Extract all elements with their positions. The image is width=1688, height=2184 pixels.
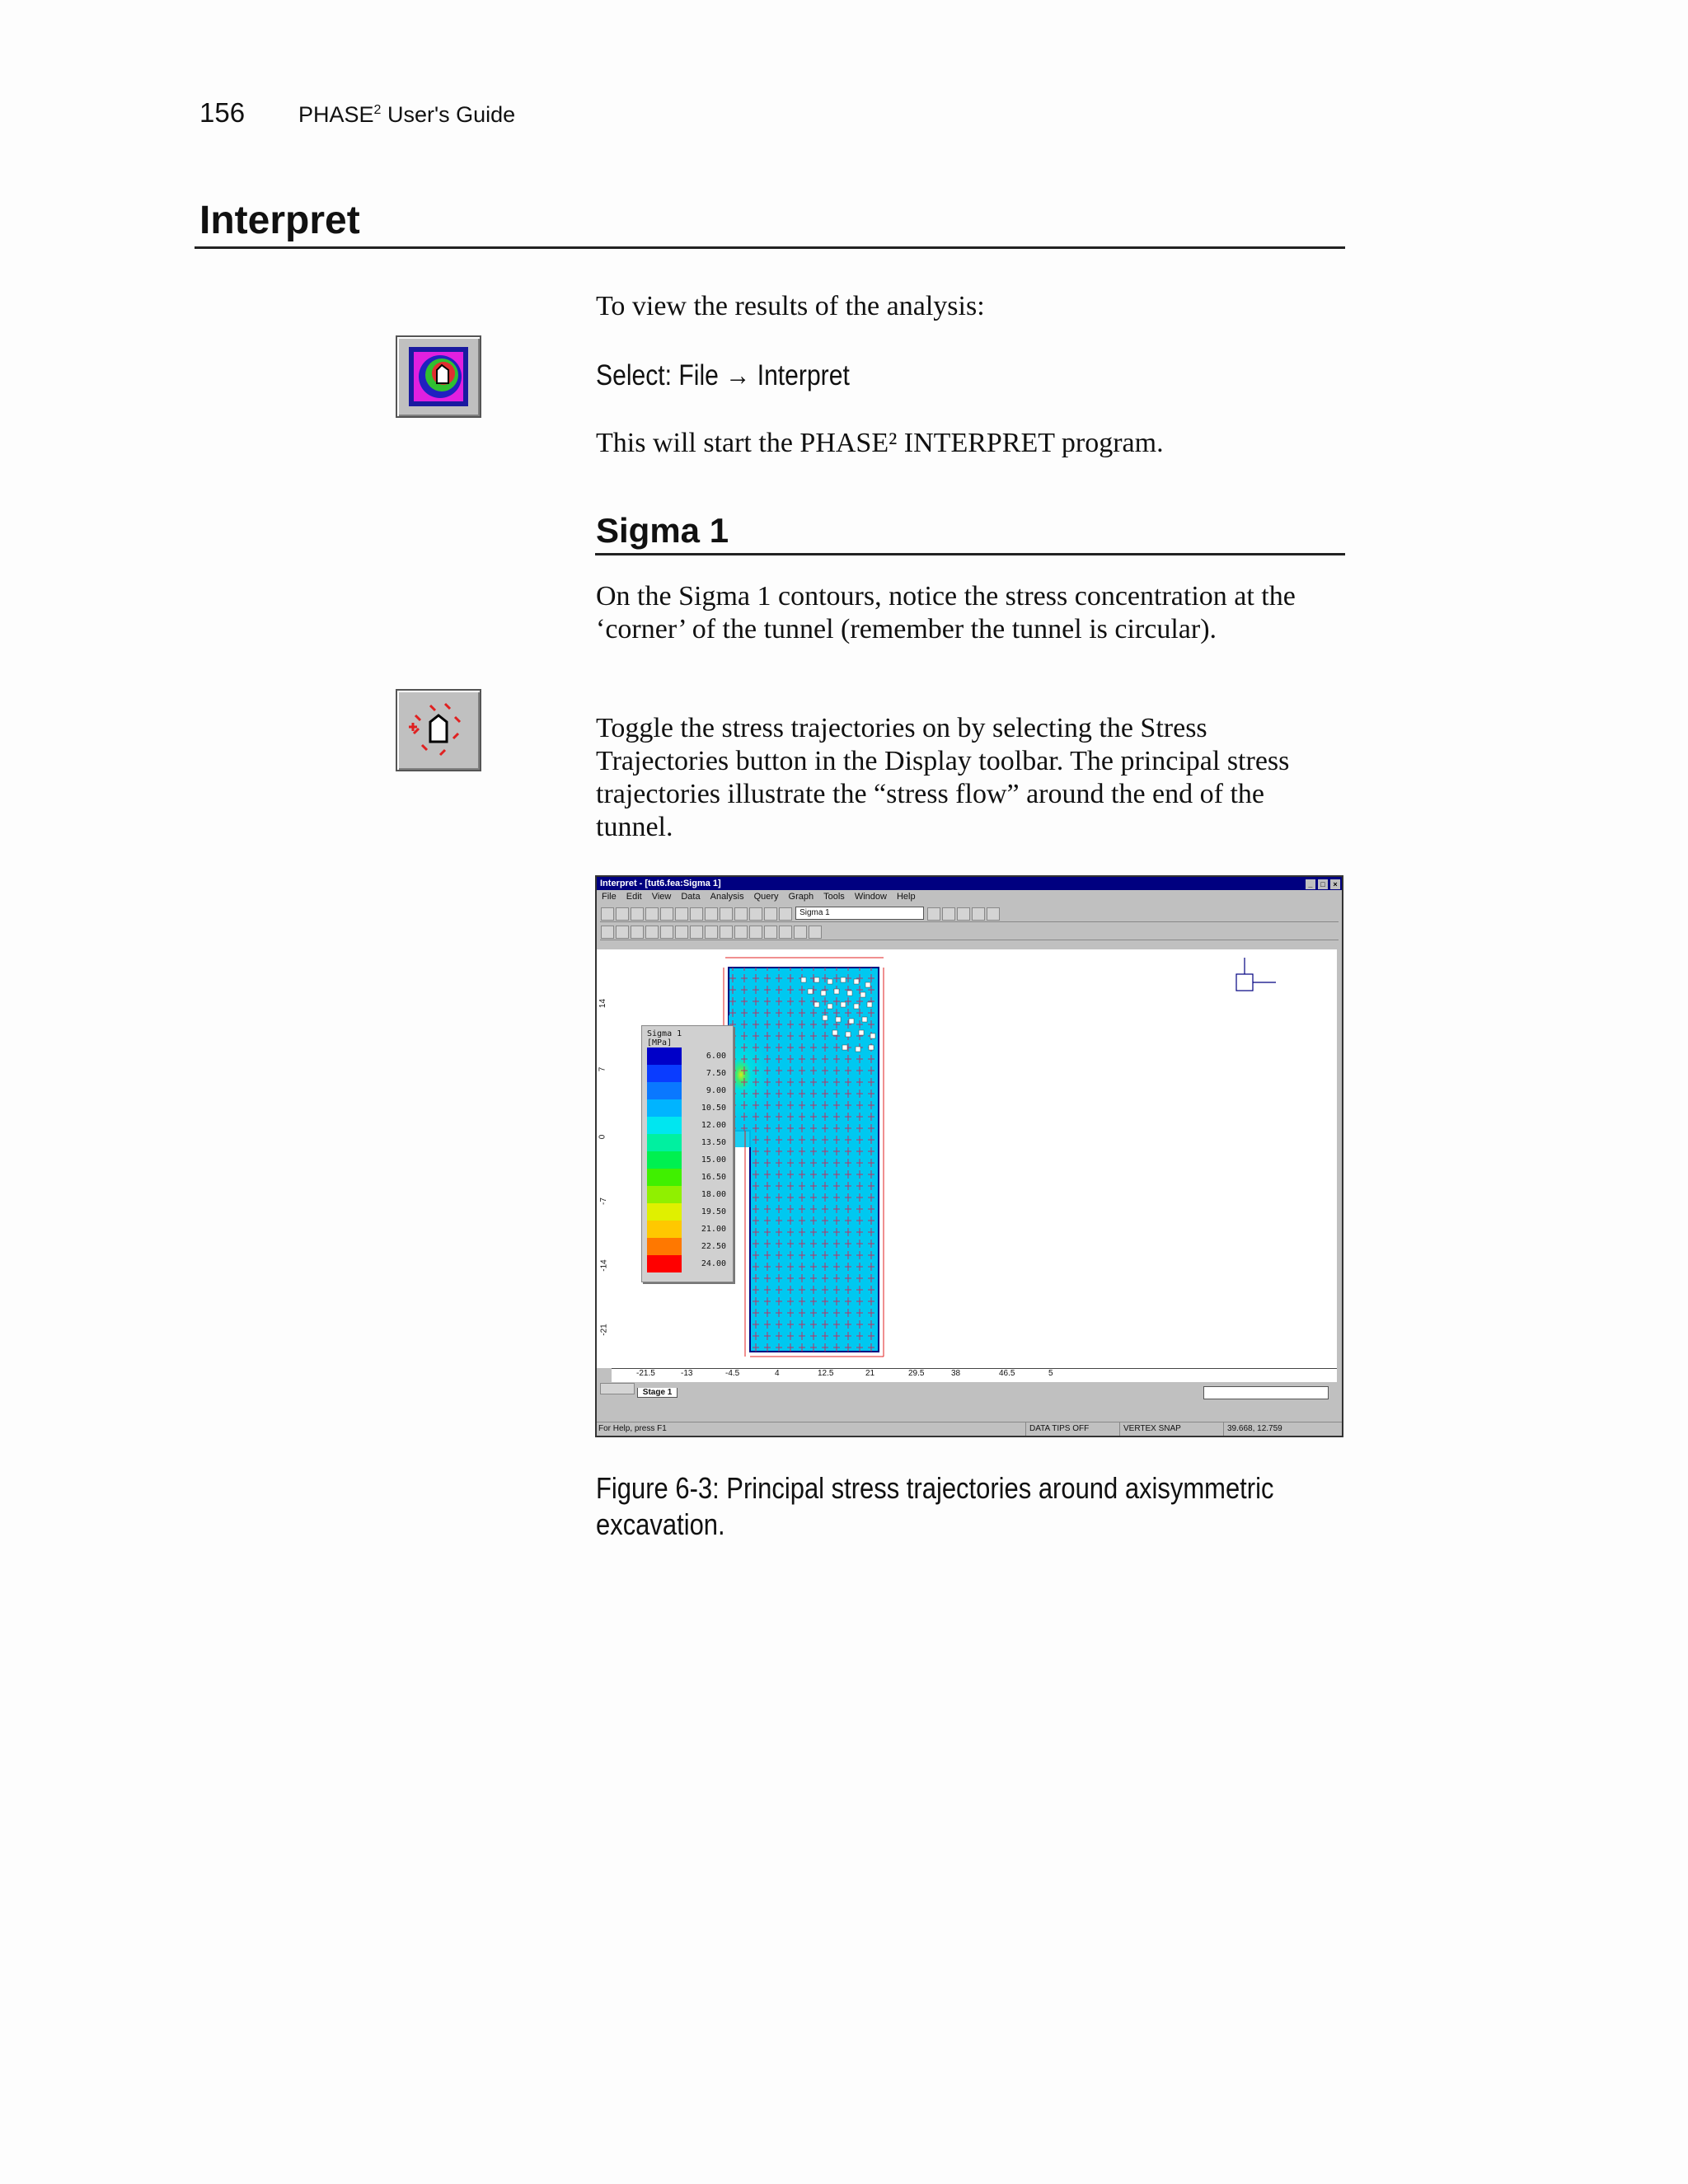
legend-swatch	[647, 1117, 682, 1134]
material-icon[interactable]	[809, 926, 822, 939]
x-tick: 12.5	[818, 1369, 834, 1378]
app-menubar	[597, 890, 1342, 903]
x-tick: 29.5	[908, 1369, 925, 1378]
left-ruler	[597, 949, 612, 1368]
legend-value: 24.00	[701, 1259, 726, 1268]
legend-value: 19.50	[701, 1207, 726, 1216]
minimize-icon[interactable]: _	[1306, 879, 1315, 889]
app-title: Interpret - [tut6.fea:Sigma 1]	[600, 879, 721, 888]
legend-value: 16.50	[701, 1173, 726, 1182]
menu-view[interactable]: View	[651, 892, 672, 902]
legend-value: 12.00	[701, 1121, 726, 1130]
legend-swatch	[647, 1169, 682, 1186]
menu-graph[interactable]: Graph	[788, 892, 814, 902]
legend-row	[642, 1099, 733, 1117]
legend-value: 21.00	[701, 1225, 726, 1234]
y-tick: -14	[599, 1259, 609, 1272]
legend-swatch	[647, 1065, 682, 1082]
legend-title: Sigma 1	[647, 1029, 682, 1038]
maximize-icon[interactable]: □	[1318, 879, 1328, 889]
menu-tools[interactable]: Tools	[823, 892, 845, 902]
progress-field	[1203, 1386, 1329, 1399]
copy-icon[interactable]	[616, 907, 629, 921]
x-tick: -21.5	[636, 1369, 655, 1378]
legend-row	[642, 1082, 733, 1099]
legend-icon[interactable]	[942, 907, 955, 921]
status-bar	[597, 1422, 1342, 1436]
legend-row	[642, 1238, 733, 1255]
grid-icon[interactable]	[660, 926, 673, 939]
loads-icon[interactable]	[675, 926, 688, 939]
menu-data[interactable]: Data	[681, 892, 701, 902]
zoom-in-icon[interactable]	[705, 907, 718, 921]
legend-value: 7.50	[706, 1069, 726, 1078]
legend-row	[642, 1203, 733, 1221]
select-instruction: Select: File → Interpret	[596, 359, 850, 391]
intro-text: To view the results of the analysis:	[596, 291, 985, 321]
legend-swatch	[647, 1134, 682, 1151]
mesh-icon[interactable]	[601, 926, 614, 939]
arrow-icon[interactable]	[631, 926, 644, 939]
y-tick: 14	[598, 998, 608, 1009]
x-tick: 5	[1048, 1369, 1053, 1378]
x-tick: 21	[865, 1369, 875, 1378]
record-icon[interactable]	[690, 907, 703, 921]
start-text: This will start the PHASE² INTERPRET program.	[596, 428, 1164, 458]
field-stress-icon	[1236, 958, 1276, 991]
legend-swatch	[647, 1238, 682, 1255]
preview-icon[interactable]	[675, 907, 688, 921]
display-toolbar	[600, 923, 1339, 940]
x-tick: -13	[681, 1369, 693, 1378]
sigma-paragraph: On the Sigma 1 contours, notice the stress concentration at the ‘corner’ of the tunnel (remember the tunnel is circular).	[596, 581, 1296, 644]
boundary-icon[interactable]	[749, 926, 762, 939]
tab-scroll-arrows[interactable]	[600, 1383, 635, 1394]
legend-row	[642, 1186, 733, 1203]
book-title: PHASE	[298, 102, 374, 127]
legend-value: 13.50	[701, 1138, 726, 1147]
menu-file[interactable]: File	[602, 892, 617, 902]
y-tick: 0	[598, 1134, 607, 1140]
legend-swatch	[647, 1151, 682, 1169]
vectors-icon[interactable]	[779, 926, 792, 939]
trajectories-paragraph: Toggle the stress trajectories on by selecting the Stress Trajectories button in the Display toolbar. The principal stress trajectories illustrate the “stress flow” around the end of the tunnel.	[596, 713, 1290, 842]
legend-row	[642, 1117, 733, 1134]
x-tick: -4.5	[725, 1369, 740, 1378]
legend-value: 10.50	[701, 1104, 726, 1113]
stress-trajectories-button-icon[interactable]	[690, 926, 703, 939]
print-icon[interactable]	[645, 907, 659, 921]
subheading-rule	[595, 553, 1345, 555]
x-tick: 38	[951, 1369, 961, 1378]
section-heading: Interpret	[199, 199, 360, 242]
delete-icon[interactable]	[987, 907, 1000, 921]
data-type-combo[interactable]: Sigma 1	[795, 907, 924, 920]
deformed-icon[interactable]	[764, 926, 777, 939]
figure-caption: Figure 6-3: Principal stress trajectories around axisymmetric excavation.	[596, 1471, 1274, 1541]
stress-trajectories-icon-graphic	[397, 691, 480, 770]
interpret-icon-graphic	[397, 337, 480, 416]
interpret-screenshot	[595, 875, 1343, 1437]
legend-value: 9.00	[706, 1086, 726, 1095]
legend-swatch	[647, 1255, 682, 1272]
legend-row	[642, 1047, 733, 1065]
status-data-tips[interactable]: DATA TIPS OFF	[1025, 1422, 1089, 1436]
interpret-icon	[396, 335, 481, 418]
legend-row	[642, 1151, 733, 1169]
zoom-out-icon[interactable]	[720, 907, 733, 921]
stage-tabs	[597, 1383, 1342, 1396]
book-title-superscript: 2	[373, 103, 382, 117]
zoom-all-icon[interactable]	[749, 907, 762, 921]
menu-analysis[interactable]: Analysis	[710, 892, 744, 902]
x-tick: 4	[775, 1369, 780, 1378]
close-icon[interactable]: ×	[1330, 879, 1340, 889]
legend-swatch	[647, 1099, 682, 1117]
heading-rule	[195, 246, 1345, 249]
query-icon[interactable]	[957, 907, 970, 921]
legend-swatch	[647, 1047, 682, 1065]
pan-icon[interactable]	[764, 907, 777, 921]
subsection-heading: Sigma 1	[596, 511, 729, 550]
tab-stage-1[interactable]: Stage 1	[637, 1388, 678, 1398]
stress-trajectories-icon	[396, 689, 481, 771]
bottom-ruler	[612, 1368, 1337, 1382]
x-tick: 46.5	[999, 1369, 1015, 1378]
legend-value: 15.00	[701, 1155, 726, 1165]
menu-window[interactable]: Window	[854, 892, 887, 902]
main-toolbar	[600, 905, 1339, 922]
open-icon[interactable]	[601, 907, 614, 921]
legend-units: [MPa]	[647, 1038, 673, 1047]
box-icon[interactable]	[645, 926, 659, 939]
contour-options-icon[interactable]	[927, 907, 940, 921]
y-tick: -7	[598, 1197, 608, 1205]
legend-row	[642, 1169, 733, 1186]
menu-query[interactable]: Query	[753, 892, 779, 902]
legend-value: 6.00	[706, 1052, 726, 1061]
zoom-window-icon[interactable]	[734, 907, 748, 921]
legend-swatch	[647, 1221, 682, 1238]
triangle-icon[interactable]	[720, 926, 733, 939]
stress-trajectories	[729, 968, 879, 1352]
book-title-rest: User's Guide	[381, 102, 516, 127]
legend-swatch	[647, 1203, 682, 1221]
zoom-previous-icon[interactable]	[779, 907, 792, 921]
legend-row	[642, 1134, 733, 1151]
menu-help[interactable]: Help	[896, 892, 916, 902]
legend-value: 18.00	[701, 1190, 726, 1199]
displacement-icon[interactable]	[794, 926, 807, 939]
yield-icon[interactable]	[705, 926, 718, 939]
status-coordinates: 39.668, 12.759	[1223, 1422, 1282, 1436]
y-tick: -21	[599, 1324, 609, 1336]
status-vertex-snap[interactable]: VERTEX SNAP	[1119, 1422, 1181, 1436]
legend-row	[642, 1255, 733, 1272]
status-help: For Help, press F1	[598, 1424, 667, 1433]
save-icon[interactable]	[631, 907, 644, 921]
chart-icon[interactable]	[660, 907, 673, 921]
page-number: 156	[199, 97, 246, 128]
legend-rows	[642, 1047, 733, 1272]
axes-icon[interactable]	[616, 926, 629, 939]
edit-icon[interactable]	[734, 926, 748, 939]
y-tick: 7	[598, 1066, 607, 1072]
menu-edit[interactable]: Edit	[626, 892, 642, 902]
legend-value: 22.50	[701, 1242, 726, 1251]
window-controls[interactable]	[1306, 878, 1340, 891]
graph-icon[interactable]	[972, 907, 985, 921]
app-titlebar	[597, 877, 1342, 890]
contour-legend	[641, 1025, 734, 1282]
legend-swatch	[647, 1082, 682, 1099]
legend-row	[642, 1065, 733, 1082]
running-header	[298, 102, 515, 128]
legend-swatch	[647, 1186, 682, 1203]
legend-row	[642, 1221, 733, 1238]
model-view[interactable]	[612, 949, 1337, 1368]
